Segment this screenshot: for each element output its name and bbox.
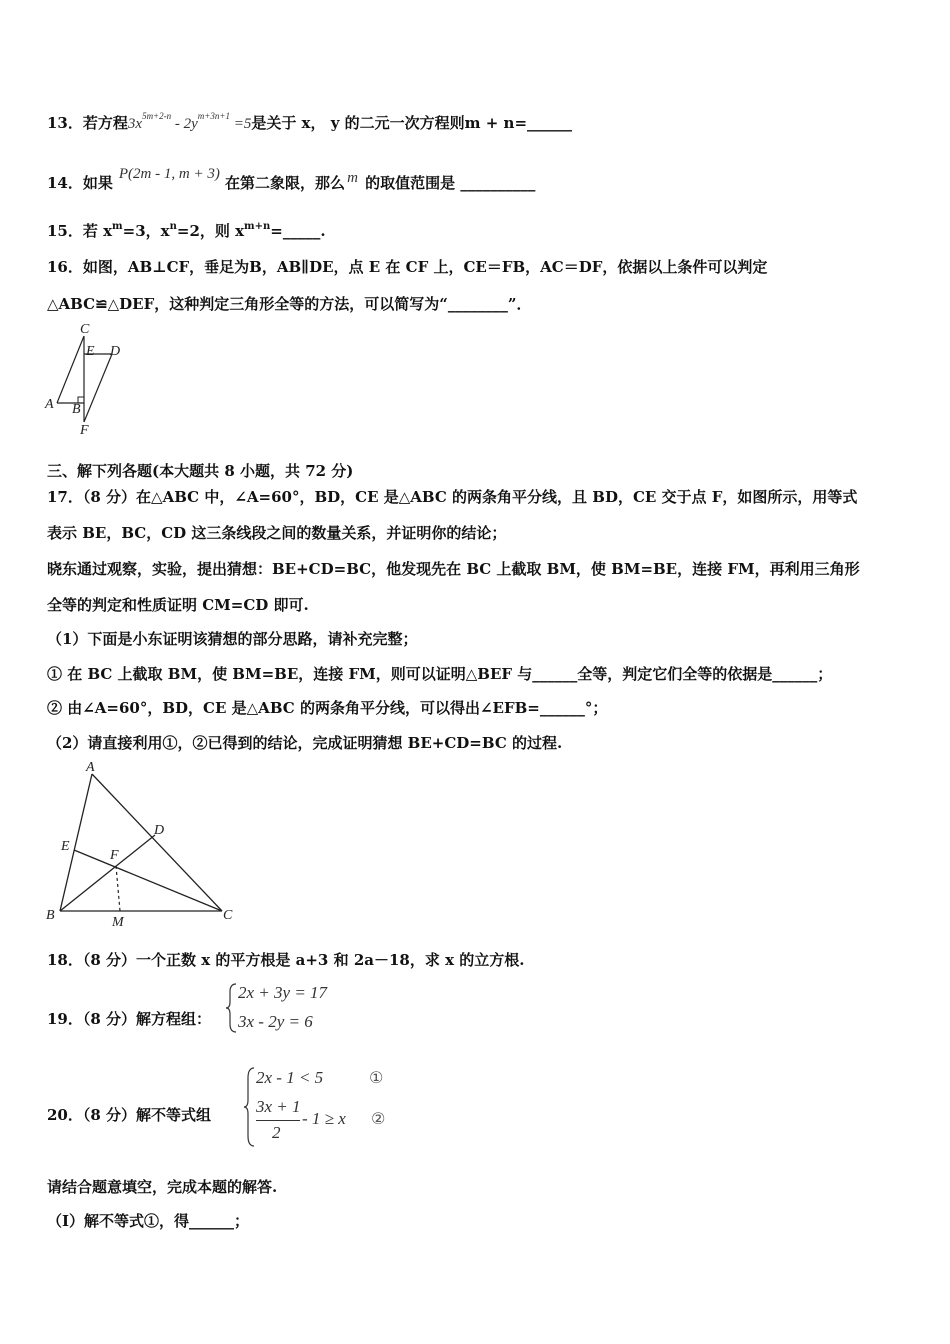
q16-line-2: △ABC≌△DEF，这种判定三角形全等的方法，可以简写为“________”．: [47, 295, 532, 313]
q19-eq1: 2x + 3y = 17: [238, 983, 328, 1002]
q17-line-1: 17．（8 分）在△ABC 中，∠A=60°，BD，CE 是△ABC 的两条角平分线，且 BD，CE 交于点 F，如图所示，用等式: [47, 488, 858, 506]
q20-fraction-bar: [256, 1120, 300, 1121]
label-A: A: [45, 397, 54, 412]
q19-eq2: 3x - 2y = 6: [238, 1012, 313, 1031]
q17-line-5: （1）下面是小东证明该猜想的部分思路，请补充完整；: [47, 630, 418, 648]
q13-exp-b: m+3n+1: [197, 111, 230, 121]
label-F: F: [110, 848, 119, 863]
q13-number: 13．: [47, 114, 83, 132]
q13-rhs: =5: [229, 116, 252, 132]
q17-line-3: 晓东通过观察，实验，提出猜想：BE+CD=BC，他发现先在 BC 上截取 BM，使 BM=BE，连接 FM，再利用三角形: [47, 560, 860, 578]
q15-s3: m+n: [244, 221, 271, 232]
q14-middle: 在第二象限，那么: [219, 174, 346, 192]
q20-ineq2-num: 3x + 1: [256, 1097, 301, 1116]
question-15: [47, 220, 326, 241]
q14-number: 14．: [47, 174, 83, 192]
question-18: 18．（8 分）一个正数 x 的平方根是 a+3 和 2a－18，求 x 的立方根.: [47, 951, 525, 969]
q20-brace: [244, 1066, 256, 1148]
q20-mark2: ②: [371, 1109, 386, 1128]
q20-part-1: （Ⅰ）解不等式①，得______；: [47, 1212, 250, 1230]
q15-number: 15．: [47, 222, 83, 240]
q15-s2: n: [169, 221, 177, 232]
label-E: E: [61, 839, 70, 854]
q17-figure: [40, 756, 250, 931]
q13-equation: [127, 111, 252, 132]
segment-FM: [116, 866, 120, 911]
segment-CE: [74, 850, 222, 911]
line-DF: [84, 354, 112, 422]
label-D: D: [110, 344, 121, 359]
side-AC: [92, 774, 222, 911]
q20-label: 20．（8 分）解不等式组: [47, 1106, 212, 1124]
label-C: C: [223, 908, 233, 923]
q15-t3: =2，则 x: [176, 222, 245, 240]
q19-brace: [226, 982, 238, 1034]
q19-label: 19．（8 分）解方程组：: [47, 1010, 212, 1028]
q13-term-b: - 2y: [171, 116, 198, 132]
label-D: D: [154, 823, 165, 838]
line-AC: [57, 336, 84, 403]
q20-ineq1: 2x - 1 < 5: [256, 1068, 324, 1087]
q13-suffix: 是关于 x， y 的二元一次方程则m + n=______: [251, 114, 573, 132]
q14-prefix: 如果: [82, 174, 113, 192]
label-M: M: [112, 915, 124, 930]
q16-line-1: 16．如图，AB⊥CF，垂足为B，AB∥DE，点 E 在 CF 上，CE＝FB，AC＝DF，依据以上条件可以判定: [47, 258, 768, 276]
label-E: E: [86, 344, 95, 359]
q15-t1: 若 x: [82, 222, 113, 240]
q14-suffix: 的取值范围是 __________: [359, 174, 536, 192]
label-A: A: [86, 760, 95, 775]
q20-instruction: 请结合题意填空，完成本题的解答.: [47, 1178, 278, 1196]
segment-BD: [60, 835, 155, 911]
q20-mark1: ①: [369, 1068, 384, 1087]
q17-line-7: ② 由∠A=60°，BD，CE 是△ABC 的两条角平分线，可以得出∠EFB=______°；: [47, 699, 608, 717]
q15-t4: =_____.: [270, 222, 326, 240]
q20-ineq2-rest: - 1 ≥ x: [302, 1109, 346, 1128]
q14-var: m: [347, 170, 358, 186]
q13-exp-a: 5m+2-n: [142, 111, 172, 121]
q13-term-a: 3x: [127, 116, 143, 132]
q14-point: P(2m - 1, m + 3): [118, 166, 220, 182]
q16-figure: [40, 318, 140, 438]
q13-prefix: 若方程: [82, 114, 128, 132]
label-C: C: [80, 322, 90, 337]
label-F: F: [80, 423, 89, 438]
section-3-heading: 三、解下列各题(本大题共 8 小题，共 72 分): [47, 462, 354, 480]
q17-line-6: ① 在 BC 上截取 BM，使 BM=BE，连接 FM，则可以证明△BEF 与______全等，判定它们全等的依据是______；: [47, 665, 833, 683]
q20-ineq2-den: 2: [272, 1123, 281, 1142]
q15-s1: m: [112, 221, 123, 232]
question-13: [47, 112, 572, 133]
label-B: B: [46, 908, 55, 923]
label-B: B: [72, 402, 81, 417]
q17-line-4: 全等的判定和性质证明 CM=CD 即可.: [47, 596, 309, 614]
q15-t2: =3，x: [122, 222, 170, 240]
question-14: [47, 166, 536, 193]
q17-line-8: （2）请直接利用①，②已得到的结论，完成证明猜想 BE+CD=BC 的过程.: [47, 734, 563, 752]
q17-line-2: 表示 BE，BC，CD 这三条线段之间的数量关系，并证明你的结论；: [47, 524, 507, 542]
